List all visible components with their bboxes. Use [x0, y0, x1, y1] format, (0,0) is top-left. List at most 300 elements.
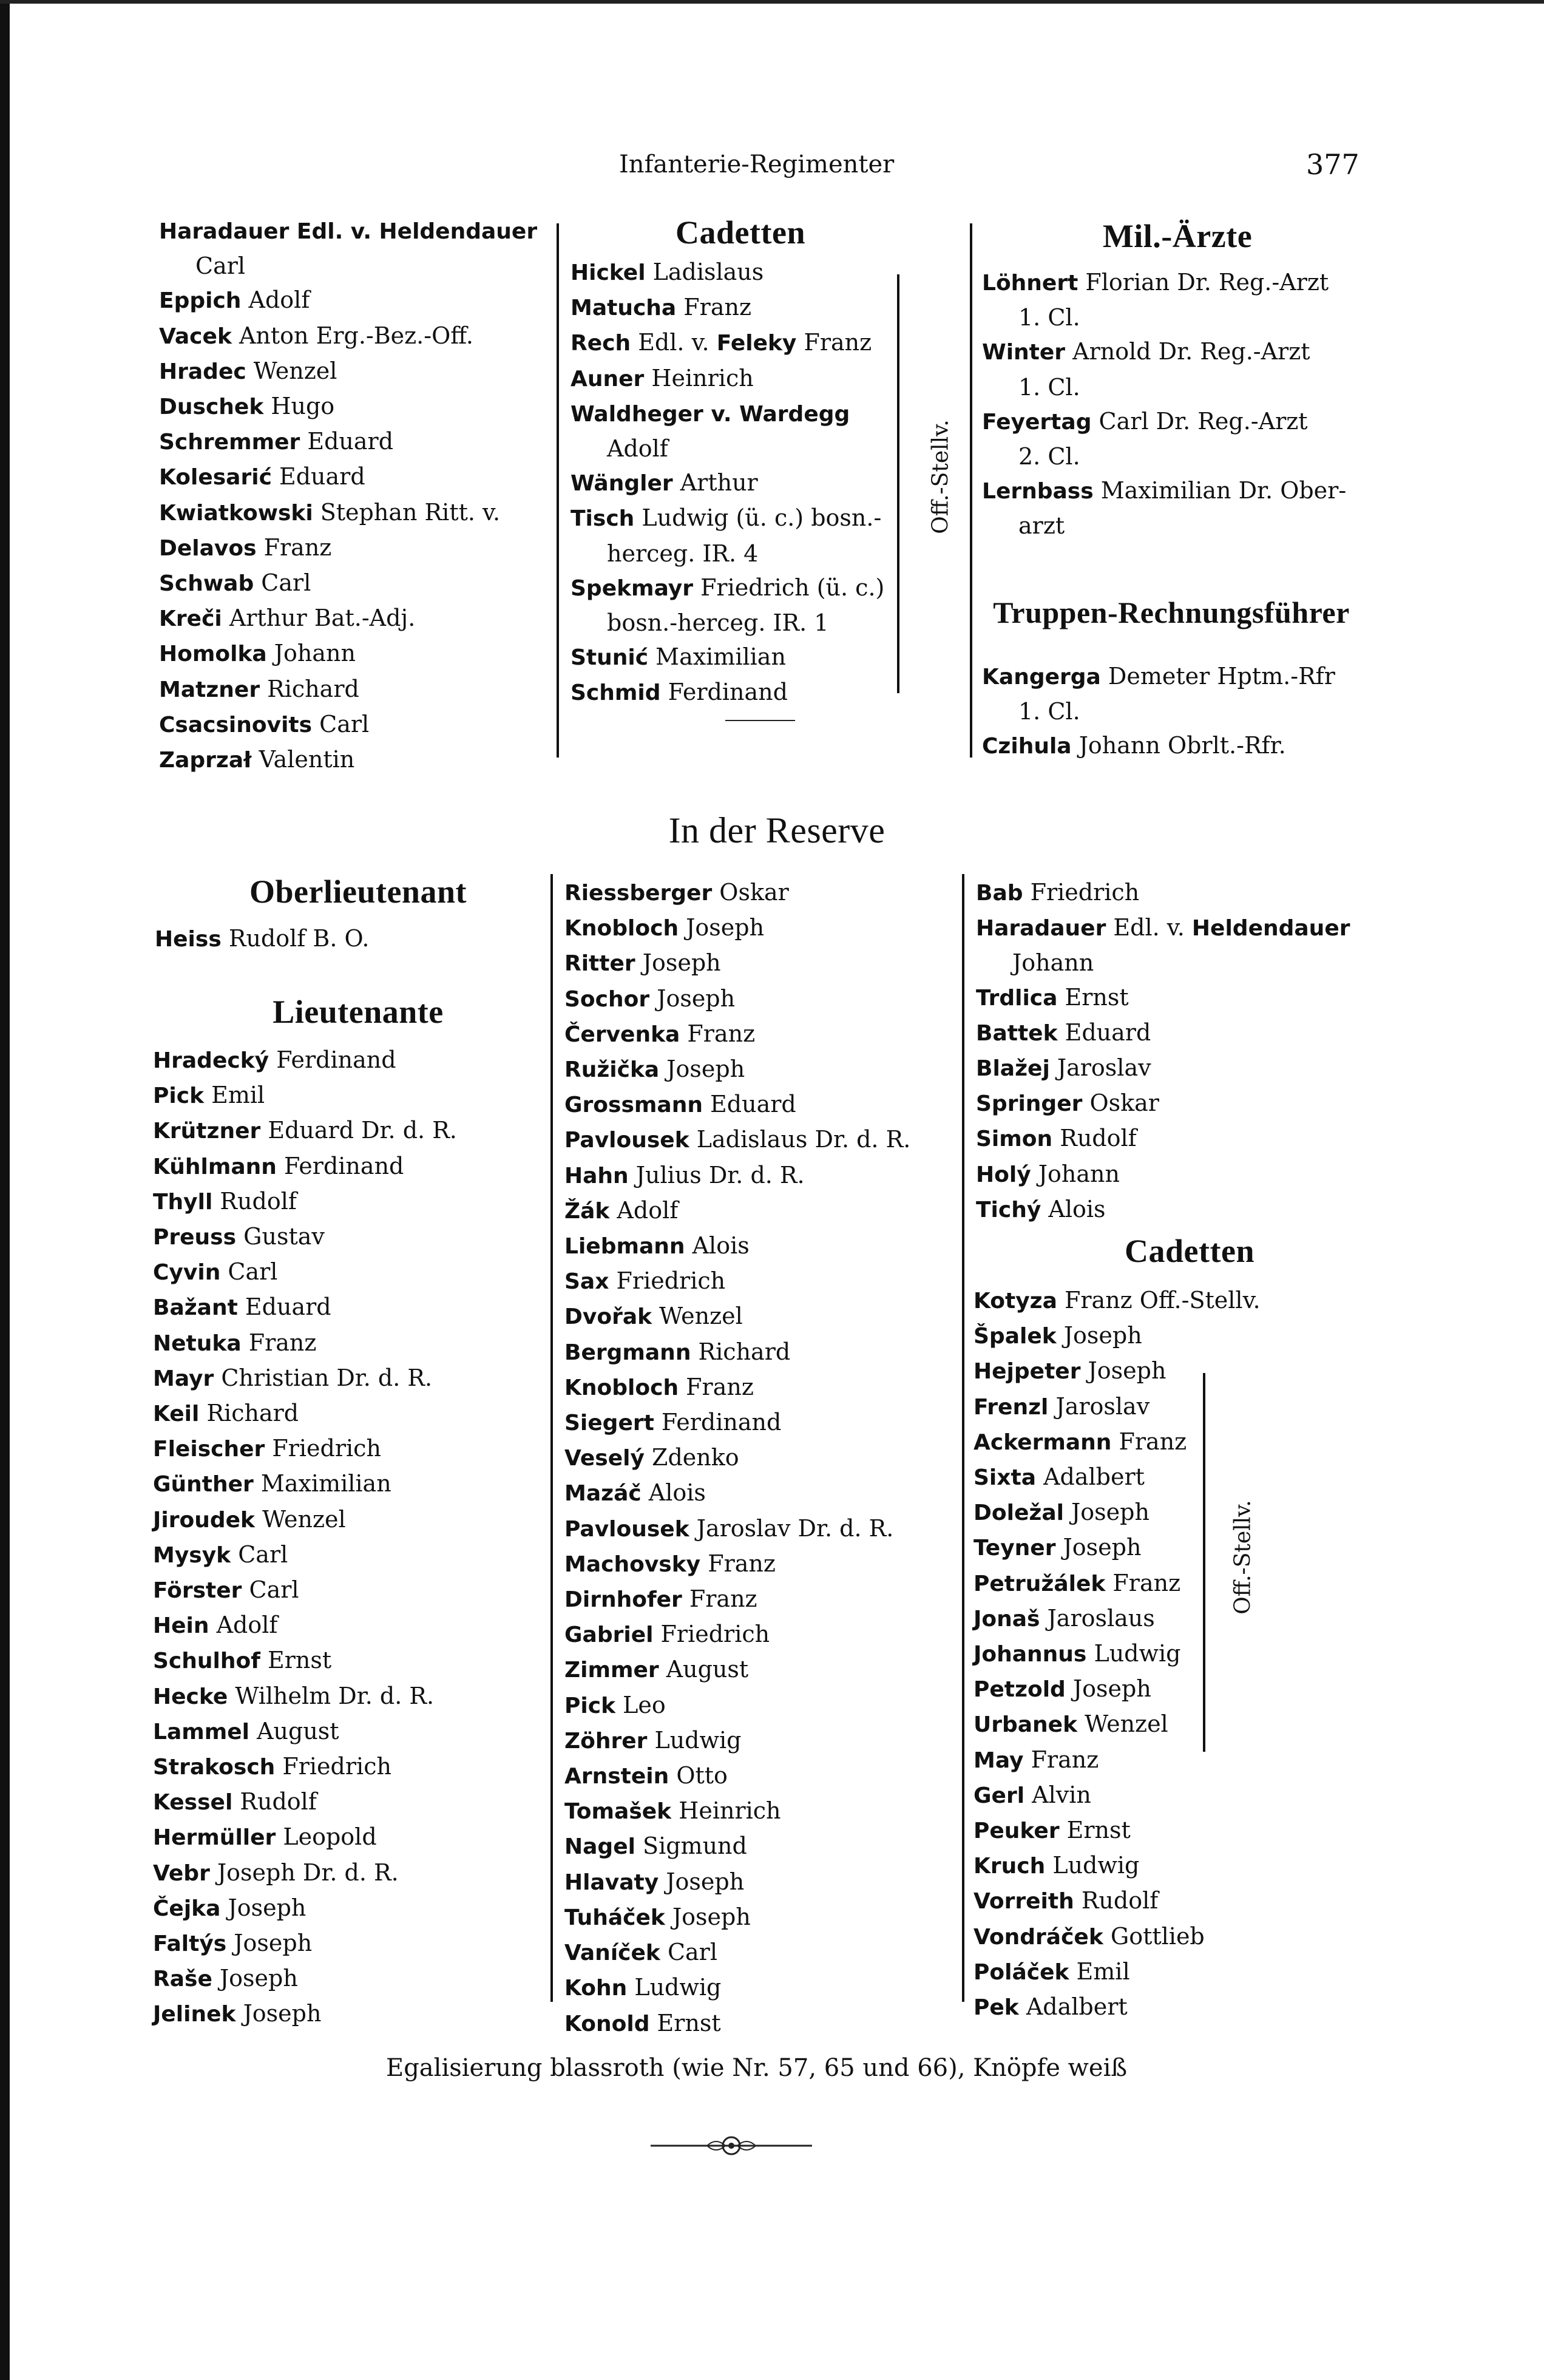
given-name-details: Joseph — [1065, 1675, 1151, 1703]
given-name-details: Ernst — [649, 2009, 721, 2036]
given-name-details: Franz — [241, 1329, 317, 1356]
surname: Pek — [973, 1995, 1019, 2021]
mil-aerzte-list — [982, 265, 1346, 543]
surname: Springer — [976, 1091, 1083, 1117]
list-item — [564, 1511, 910, 1547]
ornament-divider — [649, 2131, 813, 2161]
list-item — [982, 694, 1335, 728]
given-name-details: Ludwig — [627, 1974, 722, 2001]
list-item — [973, 1318, 1261, 1354]
given-name-details: Heinrich — [644, 364, 754, 392]
surname: Petružálek — [973, 1571, 1106, 1596]
given-name-details: Joseph — [1055, 1534, 1142, 1561]
list-item — [982, 473, 1346, 509]
given-name-details: Emil — [1069, 1958, 1130, 1985]
surname: Žák — [564, 1198, 610, 1224]
surname: Jelinek — [153, 2002, 236, 2027]
given-name-details: Franz — [256, 534, 332, 561]
given-name-details: Friedrich — [275, 1753, 391, 1780]
given-name-details: Florian Dr. Reg.-Arzt — [1078, 269, 1329, 296]
list-item — [153, 1326, 457, 1361]
surname: Homolka — [159, 642, 267, 667]
list-item — [564, 1935, 910, 1970]
list-item — [153, 1149, 457, 1184]
surname: Knobloch — [564, 916, 679, 941]
given-name-details: Edl. v. — [631, 329, 717, 356]
given-name-details: Rudolf B. O. — [221, 925, 370, 952]
given-name-details: Carl — [220, 1258, 278, 1286]
list-item — [571, 640, 884, 675]
surname: Hecke — [153, 1684, 228, 1709]
top-left-list — [159, 214, 537, 778]
given-name-details: Valentin — [251, 746, 355, 773]
list-item — [153, 1396, 457, 1431]
surname: Wängler — [571, 471, 673, 497]
surname: Špalek — [973, 1324, 1057, 1349]
surname: Blažej — [976, 1056, 1050, 1082]
column-divider — [962, 874, 964, 2002]
cadetten-reserve-title: Cadetten — [1125, 1233, 1254, 1269]
list-item — [564, 1723, 910, 1758]
list-item — [973, 1955, 1261, 1990]
surname: Thyll — [153, 1189, 213, 1215]
surname: Faltýs — [153, 1931, 227, 1957]
given-name-details: Sigmund — [635, 1832, 747, 1860]
given-name-details: Joseph Dr. d. R. — [209, 1859, 399, 1886]
given-name-details: Christian Dr. d. R. — [214, 1364, 433, 1391]
given-name-details: 1. Cl. — [1018, 373, 1080, 401]
surname: Holý — [976, 1162, 1031, 1187]
list-item — [153, 1113, 457, 1148]
surname: Schmid — [571, 680, 661, 706]
list-item — [159, 319, 537, 354]
given-name-details: Franz Off.-Stellv. — [1057, 1287, 1261, 1314]
surname: Machovsky — [564, 1551, 701, 1577]
list-item — [973, 1389, 1261, 1425]
list-item — [564, 1865, 910, 1900]
list-item — [564, 1299, 910, 1334]
surname: Urbanek — [973, 1712, 1078, 1738]
list-item — [973, 1672, 1261, 1707]
list-item — [976, 875, 1350, 910]
given-name-details: Adalbert — [1018, 1993, 1128, 2021]
given-name-details: Johann Obrlt.-Rfr. — [1071, 732, 1286, 759]
surname: Mysyk — [153, 1542, 231, 1568]
list-item — [153, 1290, 457, 1325]
surname: Hermüller — [153, 1825, 276, 1851]
list-item — [159, 531, 537, 566]
surname: Jonaš — [973, 1606, 1040, 1632]
list-item — [973, 1425, 1261, 1460]
surname: Vacek — [159, 324, 232, 349]
given-name-details: Hugo — [263, 393, 335, 420]
given-name-details: Ludwig — [1086, 1640, 1181, 1667]
given-name-details: Carl — [195, 253, 246, 280]
surname: Zöhrer — [564, 1728, 648, 1754]
surname: Matucha — [571, 296, 677, 321]
list-item — [564, 1264, 910, 1299]
given-name-details: Julius Dr. d. R. — [628, 1161, 805, 1188]
given-name-details: Ladislaus Dr. d. R. — [689, 1126, 911, 1153]
list-item — [564, 1582, 910, 1617]
given-name-details: Eduard Dr. d. R. — [260, 1117, 457, 1144]
surname: Winter — [982, 340, 1066, 365]
given-name-details: Emil — [204, 1082, 265, 1109]
surname: Kolesarić — [159, 465, 272, 490]
surname: Netuka — [153, 1331, 242, 1356]
surname: Arnstein — [564, 1764, 669, 1789]
list-item — [564, 1794, 910, 1829]
list-item — [976, 1121, 1350, 1156]
surname: Mazáč — [564, 1481, 642, 1507]
list-item — [571, 466, 884, 501]
list-item — [159, 495, 537, 531]
list-item — [564, 875, 910, 910]
surname: Kühlmann — [153, 1154, 277, 1179]
surname: Haradauer — [159, 219, 290, 244]
surname: Teyner — [973, 1536, 1056, 1561]
surname: Dvořak — [564, 1304, 652, 1330]
list-item — [159, 389, 537, 424]
cadetten-brace — [891, 274, 899, 693]
surname: Hlavaty — [564, 1870, 659, 1895]
surname: Kessel — [153, 1790, 233, 1816]
surname: Konold — [564, 2011, 650, 2036]
list-item — [159, 742, 537, 778]
given-name-details: Eduard — [1057, 1019, 1151, 1046]
page-number: 377 — [1306, 148, 1359, 181]
list-item — [973, 1848, 1261, 1883]
list-item — [153, 1679, 457, 1714]
given-name-details: Friedrich — [1023, 879, 1140, 906]
list-item — [159, 249, 537, 283]
given-name-details: Carl — [254, 569, 311, 597]
list-item — [973, 1495, 1261, 1530]
surname: Förster — [153, 1578, 242, 1604]
list-item — [153, 1466, 457, 1502]
list-item — [564, 910, 910, 946]
list-item — [159, 601, 537, 636]
given-name-details: Rudolf — [1074, 1887, 1159, 1914]
surname: Gabriel — [564, 1622, 654, 1648]
list-item — [564, 981, 910, 1017]
given-name-details: Arthur — [672, 469, 758, 497]
surname: Hradecký — [153, 1048, 269, 1073]
surname: Löhnert — [982, 271, 1078, 296]
given-name-details: Oskar — [1082, 1090, 1159, 1117]
cadetten-reserve-list — [973, 1283, 1261, 2025]
reserve-right-list — [976, 875, 1350, 1227]
list-item — [159, 636, 537, 671]
surname: Jiroudek — [153, 1507, 255, 1533]
reserve-title: In der Reserve — [668, 810, 885, 850]
list-item — [564, 1758, 910, 1794]
surname: Tomašek — [564, 1799, 672, 1825]
list-item — [159, 354, 537, 389]
given-name-details: Franz — [700, 1550, 776, 1577]
surname: Vondráček — [973, 1924, 1103, 1950]
given-name-details: Wenzel — [246, 357, 337, 384]
list-item — [153, 1749, 457, 1785]
list-item — [564, 1440, 910, 1476]
given-name-details: Joseph — [1080, 1357, 1166, 1385]
list-item — [973, 1778, 1261, 1813]
given-name-details: Rudolf — [232, 1788, 317, 1816]
list-item — [564, 1476, 910, 1511]
surname: Petzold — [973, 1677, 1066, 1703]
surname: Raše — [153, 1967, 212, 1992]
list-item — [564, 1405, 910, 1440]
surname: Auner — [571, 366, 645, 392]
surname: Ružička — [564, 1057, 660, 1083]
given-name-details: Wenzel — [652, 1303, 743, 1330]
surname: Schulhof — [153, 1649, 260, 1674]
surname: Kruch — [973, 1854, 1046, 1879]
surname: Lernbass — [982, 479, 1094, 504]
list-item — [564, 1547, 910, 1582]
list-item — [564, 1052, 910, 1087]
given-name-details: Gottlieb — [1103, 1922, 1205, 1950]
given-name-details: Joseph — [212, 1965, 298, 1992]
page-scan-edge — [0, 0, 10, 2380]
surname: Bab — [976, 881, 1023, 906]
oberlieutenant-title: Oberlieutenant — [249, 873, 467, 910]
given-name-details: Adalbert — [1036, 1463, 1145, 1491]
list-item — [982, 370, 1346, 404]
surname: Bergmann — [564, 1340, 691, 1365]
given-name-details: Ferdinand — [654, 1409, 782, 1436]
surname: Krützner — [153, 1119, 261, 1144]
given-name-details: Eduard — [271, 463, 365, 490]
given-name-details: Zdenko — [644, 1444, 739, 1471]
list-item — [973, 1813, 1261, 1848]
given-name-details: Rudolf — [1052, 1125, 1137, 1152]
surname: Schwab — [159, 571, 254, 597]
off-stellv-label-reserve: Off.-Stellv. — [1230, 1500, 1256, 1615]
given-name-details: Gustav — [236, 1223, 325, 1250]
surname: Heldendauer — [1191, 916, 1350, 941]
list-item — [564, 1829, 910, 1864]
surname: Hejpeter — [973, 1359, 1081, 1385]
surname: Kohn — [564, 1976, 628, 2001]
given-name-details: Joseph — [665, 1903, 751, 1930]
given-name-details: Edl. v. — [1106, 914, 1192, 941]
surname: Günther — [153, 1472, 254, 1497]
surname: Zaprzał — [159, 748, 252, 773]
given-name-details: Ernst — [1059, 1817, 1131, 1844]
list-item — [159, 459, 537, 495]
list-item — [153, 1891, 457, 1926]
surname: Peuker — [973, 1819, 1060, 1844]
list-item — [976, 980, 1350, 1015]
surname: Vorreith — [973, 1889, 1074, 1914]
given-name-details: 1. Cl. — [1018, 304, 1080, 331]
surname: Knobloch — [564, 1375, 679, 1400]
given-name-details: Joseph — [649, 985, 736, 1012]
given-name-details: Maximilian — [648, 643, 786, 671]
given-name-details: August — [659, 1656, 749, 1683]
given-name-details: Maximilian — [253, 1470, 391, 1497]
given-name-details: Franz — [1111, 1428, 1187, 1455]
given-name-details: Jaroslav — [1049, 1054, 1151, 1082]
given-name-details: Edl. v. Heldendauer — [289, 219, 538, 244]
surname: Stunić — [571, 645, 649, 671]
given-name-details: Franz — [1105, 1569, 1181, 1596]
given-name-details: Wenzel — [254, 1505, 346, 1533]
surname: Červenka — [564, 1022, 680, 1047]
surname: Bažant — [153, 1295, 238, 1321]
given-name-details: arzt — [1018, 512, 1065, 540]
list-item — [564, 1617, 910, 1652]
running-title: Infanterie-Regimenter — [619, 151, 895, 178]
list-item — [982, 509, 1346, 543]
given-name-details: Oskar — [712, 879, 789, 906]
surname: Haradauer — [976, 916, 1106, 941]
given-name-details: Adolf — [209, 1612, 278, 1639]
given-name-details: Franz — [680, 1020, 756, 1047]
surname: Poláček — [973, 1959, 1069, 1985]
list-item — [153, 1643, 457, 1678]
given-name-details: Ernst — [260, 1647, 332, 1674]
surname: Eppich — [159, 288, 242, 314]
list-item — [564, 1370, 910, 1405]
surname: Pick — [564, 1693, 616, 1718]
given-name-details: Ferdinand — [269, 1046, 396, 1073]
list-item — [564, 1087, 910, 1122]
surname: Ritter — [564, 951, 635, 977]
surname: Veselý — [564, 1446, 645, 1471]
surname: Mayr — [153, 1366, 214, 1391]
list-item — [564, 1335, 910, 1370]
list-item — [571, 255, 884, 290]
surname: Fleischer — [153, 1437, 265, 1462]
off-stellv-label-top: Off.-Stellv. — [928, 419, 953, 534]
given-name-details: Richard — [260, 675, 359, 702]
surname: Nagel — [564, 1834, 635, 1860]
given-name-details: Joseph — [659, 1056, 745, 1083]
surname: Frenzl — [973, 1394, 1049, 1420]
surname: Spekmayr — [571, 575, 693, 601]
list-item — [571, 537, 884, 571]
given-name-details: Eduard — [300, 428, 394, 455]
surname: Gerl — [973, 1783, 1025, 1808]
list-item — [153, 1573, 457, 1608]
surname: Duschek — [159, 395, 264, 420]
list-item — [564, 2006, 910, 2041]
given-name-details: Joseph — [659, 1868, 745, 1895]
given-name-details: Joseph — [226, 1930, 313, 1957]
surname: Hein — [153, 1613, 209, 1639]
list-item — [564, 1652, 910, 1687]
surname: Trdlica — [976, 985, 1058, 1011]
given-name-details: Franz — [676, 294, 751, 321]
cadetten-reserve-brace — [1197, 1373, 1205, 1752]
surname: Simon — [976, 1127, 1053, 1152]
given-name-details: Friedrich — [653, 1621, 770, 1648]
given-name-details: Johann — [1031, 1160, 1120, 1187]
surname: Tuháček — [564, 1905, 665, 1930]
truppen-title: Truppen-Rechnungsführer — [993, 595, 1350, 629]
surname: Czihula — [982, 734, 1072, 759]
list-item — [564, 1229, 910, 1264]
page-scan-top-edge — [0, 0, 1544, 4]
surname: Feleky — [716, 331, 797, 356]
lieutenante-list — [153, 1043, 457, 2032]
list-item — [973, 1883, 1261, 1919]
list-item — [976, 910, 1350, 946]
surname: Delavos — [159, 535, 257, 561]
surname: Doležal — [973, 1500, 1064, 1526]
surname: Sixta — [973, 1465, 1036, 1491]
surname: Preuss — [153, 1225, 237, 1250]
surname: Vaníček — [564, 1941, 660, 1966]
list-item — [976, 1015, 1350, 1051]
given-name-details: Friedrich (ü. c.) — [692, 574, 885, 601]
given-name-details: Ernst — [1057, 983, 1129, 1011]
list-item — [564, 1158, 910, 1193]
lieutenante-title: Lieutenante — [273, 994, 444, 1030]
surname: Tichý — [976, 1197, 1041, 1222]
truppen-list — [982, 659, 1335, 764]
list-item — [159, 707, 537, 742]
given-name-details: Franz — [679, 1373, 754, 1400]
list-item — [153, 1996, 457, 2032]
given-name-details: Ladislaus — [645, 259, 764, 285]
given-name-details: Rudolf — [212, 1187, 297, 1215]
given-name-details: Adolf — [609, 1196, 679, 1224]
mil-aerzte-title: Mil.-Ärzte — [1102, 218, 1253, 254]
list-item — [153, 1219, 457, 1255]
given-name-details: Joseph — [1063, 1499, 1150, 1526]
given-name-details: Arthur Bat.-Adj. — [222, 605, 416, 632]
list-item — [153, 1714, 457, 1749]
list-item — [564, 1900, 910, 1935]
list-item — [153, 1431, 457, 1466]
list-item — [973, 1283, 1261, 1318]
surname: Kangerga — [982, 665, 1101, 690]
given-name-details: Jaroslaus — [1040, 1604, 1155, 1632]
list-item — [571, 571, 884, 606]
list-item — [973, 1636, 1261, 1672]
list-item — [153, 1785, 457, 1820]
surname: Rech — [571, 331, 631, 356]
cadetten-top-title: Cadetten — [676, 214, 805, 251]
given-name-details: Joseph — [679, 914, 765, 941]
list-item — [159, 214, 537, 249]
list-item — [153, 1043, 457, 1078]
list-item — [973, 1919, 1261, 1955]
surname: Keil — [153, 1402, 200, 1427]
given-name-details: Stephan Ritt. v. — [313, 498, 501, 526]
given-name-details: Friedrich — [609, 1267, 726, 1295]
surname: Dirnhofer — [564, 1587, 682, 1613]
given-name-details: Franz — [1023, 1746, 1099, 1773]
given-name-details: Ludwig — [647, 1726, 742, 1754]
list-item — [564, 1017, 910, 1052]
given-name-details: Carl — [242, 1576, 299, 1604]
surname: Sax — [564, 1269, 609, 1295]
given-name-details: Ferdinand — [276, 1152, 404, 1179]
surname: Cyvin — [153, 1260, 221, 1286]
list-item — [153, 1856, 457, 1891]
surname: Grossmann — [564, 1093, 703, 1118]
given-name-details: Otto — [669, 1762, 728, 1789]
surname: Kotyza — [973, 1289, 1057, 1314]
list-item — [973, 1601, 1261, 1636]
given-name-details: Joseph — [635, 949, 721, 977]
list-item — [982, 439, 1346, 473]
list-item — [159, 424, 537, 459]
